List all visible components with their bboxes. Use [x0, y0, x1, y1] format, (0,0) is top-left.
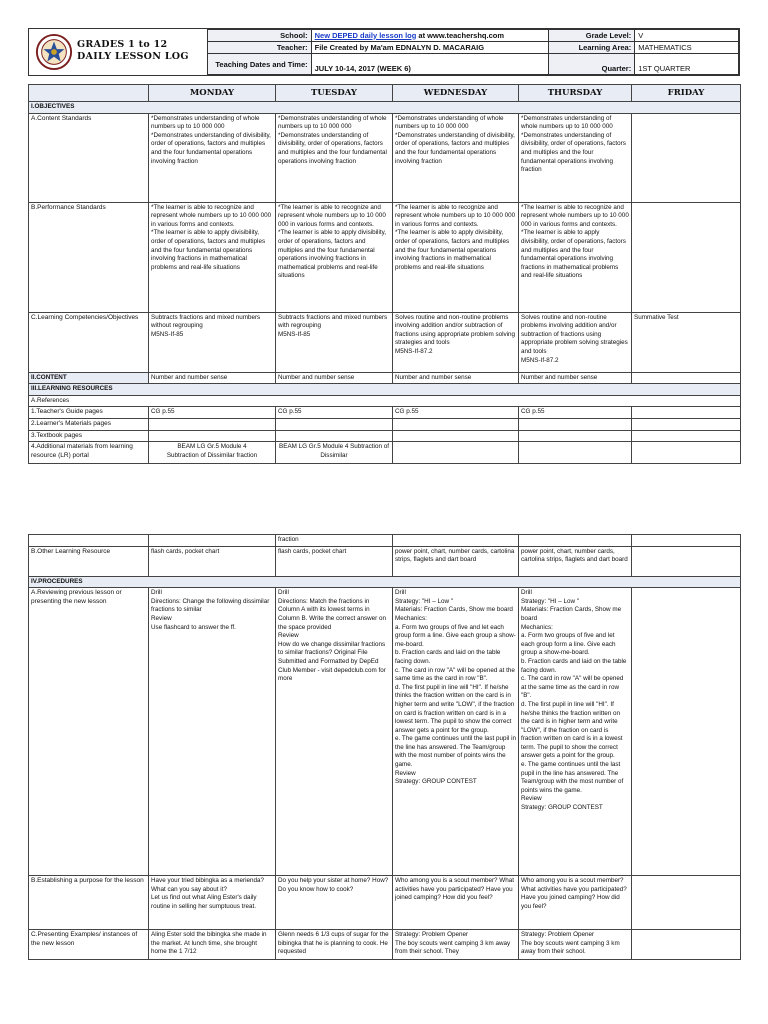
section-title: I.OBJECTIVES: [29, 102, 741, 114]
references-row: [29, 395, 741, 407]
section-row-procedures: [29, 576, 741, 588]
table-cell: [393, 535, 519, 547]
table-cell: [276, 430, 393, 442]
lesson-log-page-1: [0, 0, 768, 482]
days-header-row: [29, 85, 741, 102]
table-cell: [632, 430, 741, 442]
table-cell: CG p.55: [393, 407, 519, 419]
table-cell: *Demonstrates understanding of whole numbers up to 10 000 000 *Demonstrates understanding of divisibility, order of operations, factors and multiples and the four fundamental operations involving fraction: [393, 113, 519, 202]
table-cell: [632, 535, 741, 547]
table-cell: Number and number sense: [149, 372, 276, 384]
table-cell: Glenn needs 6 1/3 cups of sugar for the bibingka that he is planning to cook. He requested: [276, 930, 393, 960]
table-cell: [632, 113, 741, 202]
table-row: [29, 202, 741, 312]
teachershq-link[interactable]: New DEPED daily lesson log: [314, 30, 417, 40]
lesson-log-header: [28, 28, 740, 76]
section-row-objectives: [29, 102, 741, 114]
page-gap: [0, 482, 768, 522]
table-cell: CG p.55: [519, 407, 632, 419]
row-label: A.Reviewing previous lesson or presenting the new lesson: [29, 588, 149, 876]
section-title: IV.PROCEDURES: [29, 576, 741, 588]
table-cell: [149, 430, 276, 442]
day-header: THURSDAY: [519, 85, 632, 102]
table-row: [29, 588, 741, 876]
table-cell: Strategy: Problem Opener The boy scouts went camping 3 km away from their school. They: [393, 930, 519, 960]
grade-label: Grade Level:: [549, 30, 635, 42]
table-cell: Number and number sense: [393, 372, 519, 384]
table-cell: Aling Ester sold the bibingka she made in the market. At lunch time, she brought home the 1 7/12: [149, 930, 276, 960]
row-label: A.Content Standards: [29, 113, 149, 202]
dates-value: JULY 10-14, 2017 (WEEK 6): [311, 54, 549, 75]
table-cell: Summative Test: [632, 312, 741, 372]
day-header: WEDNESDAY: [393, 85, 519, 102]
table-cell: [632, 876, 741, 930]
table-cell: [519, 430, 632, 442]
deped-seal-icon: [35, 33, 73, 71]
table-cell: [632, 407, 741, 419]
content-row: [29, 372, 741, 384]
brand-title: [77, 39, 189, 63]
row-label: B.Establishing a purpose for the lesson: [29, 876, 149, 930]
row-label: C.Presenting Examples/ instances of the new lesson: [29, 930, 149, 960]
table-cell: power point, chart, number cards, cartolina strips, flaglets and dart board: [519, 546, 632, 576]
table-cell: Number and number sense: [519, 372, 632, 384]
table-cell: [632, 418, 741, 430]
table-cell: Drill Strategy: "HI – Low " Materials: Fraction Cards, Show me board Mechanics: a. Form two groups of five and let each group form a line. Give each group a show-me-board. b. Fraction cards and laid on the table facing down. c. The card in row "A" will be opened at the same time as the card in row "B". d. The first pupil in line will "HI". If he/she thinks the fraction written on the card is in higher term and write "LOW", if the fraction on card is fraction written on card is in a lowest term. The pupil to show the correct answer gets a point for the group. e. The game continues until the last pupil in the line has answered. The Team/group with the most number of points wins the game. Review Strategy: GROUP CONTEST: [393, 588, 519, 876]
table-cell: *The learner is able to recognize and represent whole numbers up to 10 000 000 in various forms and contexts. *The learner is able to apply divisibility, order of operations, factors and multiples and the four fundamental operations involving fractions in mathematical problems and real-life situations: [519, 202, 632, 312]
grade-value: V: [635, 30, 739, 42]
area-label: Learning Area:: [549, 42, 635, 54]
lesson-log-page-2: [0, 522, 768, 1024]
brand-line-2: DAILY LESSON LOG: [77, 51, 189, 62]
table-cell: Who among you is a scout member? What activities have you participated? Have you joined camping? How did you feel?: [393, 876, 519, 930]
brand-line-1: GRADES 1 to 12: [77, 39, 168, 50]
table-cell: [632, 588, 741, 876]
continuation-row: [29, 535, 741, 547]
table-cell: Drill Strategy: "HI – Low " Materials: Fraction Cards, Show me board Mechanics: a. Form two groups of five and let each group form a line. Give each group a show-me-board. b. Fraction cards and laid on the table facing down. c. The card in row "A" will be opened at the same time as the card in row "B". d. The first pupil in line will "HI". If he/she thinks the fraction written on the card is in higher term and write "LOW", if the fraction on card is fraction written on card is in a lowest term. The pupil to show the correct answer gets a point for the group. e. The game continues until the last pupil in the line has answered. The Team/group with the most number of points wins the game. Review Strategy: GROUP CONTEST: [519, 588, 632, 876]
table-cell: Strategy: Problem Opener The boy scouts went camping 3 km away from their school.: [519, 930, 632, 960]
table-cell: power point, chart, number cards, cartolina strips, flaglets and dart board: [393, 546, 519, 576]
table-cell: *Demonstrates understanding of whole numbers up to 10 000 000 *Demonstrates understanding of divisibility, order of operations, factors and multiples and the four fundamental operations involving fraction: [276, 113, 393, 202]
table-cell: flash cards, pocket chart: [276, 546, 393, 576]
table-cell: Subtracts fractions and mixed numbers with regrouping M5NS-If-85: [276, 312, 393, 372]
table-row: [29, 442, 741, 464]
table-cell: [29, 535, 149, 547]
table-cell: *Demonstrates understanding of whole numbers up to 10 000 000 *Demonstrates understanding of divisibility, order of operations, factors and multiples and the four fundamental operations involving fraction: [519, 113, 632, 202]
table-cell: [632, 202, 741, 312]
section-title: III.LEARNING RESOURCES: [29, 384, 741, 396]
lesson-table-page-1: [28, 84, 741, 464]
school-label: School:: [208, 30, 312, 42]
references-label: A.References: [29, 395, 741, 407]
table-row: [29, 418, 741, 430]
day-header: MONDAY: [149, 85, 276, 102]
table-cell: CG p.55: [149, 407, 276, 419]
logo-area: [29, 29, 207, 75]
table-cell: [393, 430, 519, 442]
lesson-table-page-2: [28, 534, 741, 960]
section-title: II.CONTENT: [29, 372, 149, 384]
table-cell: fraction: [276, 535, 393, 547]
school-value: [311, 30, 549, 42]
table-row: [29, 876, 741, 930]
table-cell: flash cards, pocket chart: [149, 546, 276, 576]
table-row: [29, 407, 741, 419]
table-cell: [519, 442, 632, 464]
table-cell: Have your tried bibingka as a merienda? What can you say about it? Let us find out what Aling Ester's daily routine in selling her sumptuous treat.: [149, 876, 276, 930]
table-row: [29, 113, 741, 202]
row-label: B.Other Learning Resource: [29, 546, 149, 576]
table-cell: [393, 418, 519, 430]
table-cell: [149, 418, 276, 430]
corner-cell: [29, 85, 149, 102]
teacher-value: File Created by Ma'am EDNALYN D. MACARAIG: [311, 42, 549, 54]
day-header: FRIDAY: [632, 85, 741, 102]
table-row: [29, 930, 741, 960]
row-label: 2.Learner's Materials pages: [29, 418, 149, 430]
teacher-label: Teacher:: [208, 42, 312, 54]
quarter-value: 1ST QUARTER: [635, 54, 739, 75]
dates-label: Teaching Dates and Time:: [208, 54, 312, 75]
table-cell: Subtracts fractions and mixed numbers without regrouping M5NS-If-85: [149, 312, 276, 372]
table-cell: BEAM LG Gr.5 Module 4 Subtraction of Dissimilar: [276, 442, 393, 464]
section-row-resources: [29, 384, 741, 396]
table-cell: CG p.55: [276, 407, 393, 419]
table-cell: [632, 930, 741, 960]
area-value: MATHEMATICS: [635, 42, 739, 54]
row-label: 3.Textbook pages: [29, 430, 149, 442]
table-cell: [393, 442, 519, 464]
table-cell: *The learner is able to recognize and represent whole numbers up to 10 000 000 in various forms and contexts. *The learner is able to apply divisibility, order of operations, factors and multiples and the four fundamental operations involving fractions in mathematical problems and real-life situations: [149, 202, 276, 312]
table-cell: Solves routine and non-routine problems involving addition and/or subtraction of fractions using appropriate problem solving strategies and tools M5NS-If-87.2: [393, 312, 519, 372]
table-row: [29, 312, 741, 372]
table-cell: [519, 418, 632, 430]
header-info-grid: [207, 29, 739, 75]
school-suffix: at www.teachershq.com: [416, 30, 504, 40]
table-cell: *The learner is able to recognize and represent whole numbers up to 10 000 000 in various forms and contexts. *The learner is able to apply divisibility, order of operations, factors and multiples and the four fundamental operations involving fractions in mathematical problems and real-life situations: [276, 202, 393, 312]
row-label: B.Performance Standards: [29, 202, 149, 312]
table-cell: [632, 372, 741, 384]
table-row: [29, 430, 741, 442]
table-cell: Number and number sense: [276, 372, 393, 384]
row-label: 1.Teacher's Guide pages: [29, 407, 149, 419]
day-header: TUESDAY: [276, 85, 393, 102]
table-cell: [632, 442, 741, 464]
table-cell: Do you help your sister at home? How? Do you know how to cook?: [276, 876, 393, 930]
table-cell: Drill Directions: Change the following dissimilar fractions to similar Review Use flashcard to answer the ff.: [149, 588, 276, 876]
table-cell: [276, 418, 393, 430]
table-row: [29, 546, 741, 576]
table-cell: *The learner is able to recognize and represent whole numbers up to 10 000 000 in various forms and contexts. *The learner is able to apply divisibility, order of operations, factors and multiples and the four fundamental operations involving fractions in mathematical problems and real-life situations: [393, 202, 519, 312]
quarter-label: Quarter:: [549, 54, 635, 75]
table-cell: [632, 546, 741, 576]
table-cell: Drill Directions: Match the fractions in Column A with its lowest terms in Column B. Write the correct answer on the space provided Review How do we change dissimilar fractions to similar fractions? Original File Submitted and Formatted by DepEd Club Member - visit depedclub.com for more: [276, 588, 393, 876]
table-cell: [519, 535, 632, 547]
row-label: C.Learning Competencies/Objectives: [29, 312, 149, 372]
table-cell: *Demonstrates understanding of whole numbers up to 10 000 000 *Demonstrates understanding of divisibility, order of operations, factors and multiples and the four fundamental operations involving fraction: [149, 113, 276, 202]
row-label: 4.Additional materials from learning resource (LR) portal: [29, 442, 149, 464]
table-cell: Who among you is a scout member? What activities have you participated? Have you joined camping? How did you feel?: [519, 876, 632, 930]
table-cell: Solves routine and non-routine problems involving addition and/or subtraction of fractions using appropriate problem solving strategies and tools M5NS-If-87.2: [519, 312, 632, 372]
table-cell: [149, 535, 276, 547]
table-cell: BEAM LG Gr.5 Module 4 Subtraction of Dissimilar fraction: [149, 442, 276, 464]
